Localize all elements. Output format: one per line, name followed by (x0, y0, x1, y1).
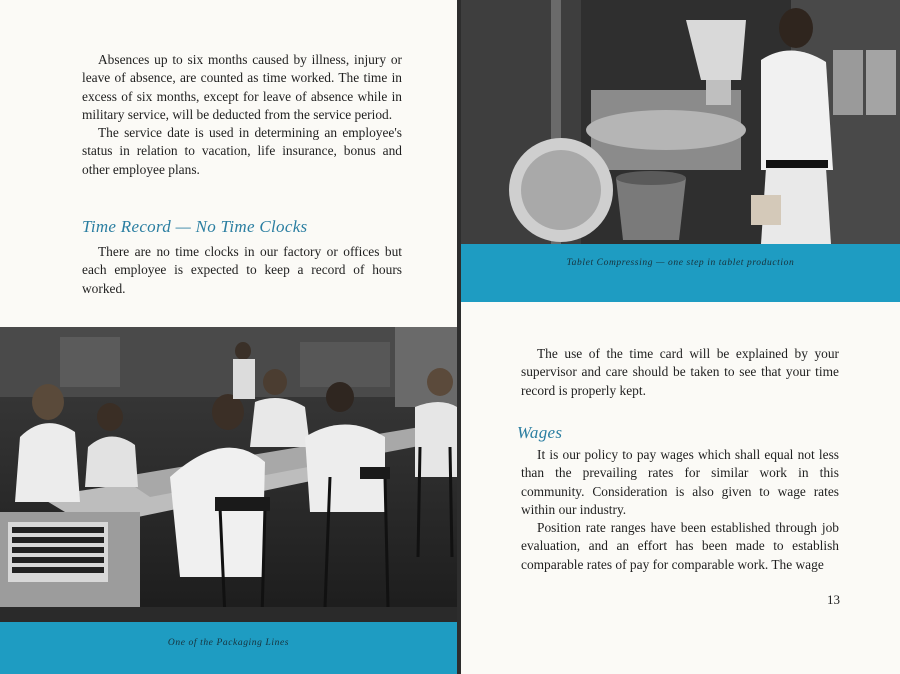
tablet-caption-band (461, 244, 900, 302)
wages-heading: Wages (517, 423, 563, 442)
packaging-line-illustration (0, 327, 457, 622)
page-number: 13 (827, 592, 840, 607)
wages-text-block (521, 446, 839, 574)
absence-paragraph: Absences up to six months caused by illness, injury or leave of absence, are counted as time worked. The time in excess of six months, except for leave of absence while in military service, will be deducted from the service period. (82, 52, 402, 122)
tablet-compressing-illustration (461, 0, 900, 244)
service-date-paragraph: The service date is used in determining an employee's status in relation to vacation, life insurance, bonus and other employee plans. (82, 125, 402, 177)
intro-text-block (82, 51, 402, 179)
packaging-photo-caption: One of the Packaging Lines (167, 638, 290, 648)
packaging-line-photo (0, 327, 457, 622)
time-card-paragraph: The use of the time card will be explained by your supervisor and care should be taken to see that your time record is properly kept. (521, 346, 839, 398)
tablet-photo-caption: Tablet Compressing — one step in tablet production (566, 258, 795, 268)
time-record-paragraph: There are no time clocks in our factory or offices but each employee is expected to keep a record of hours worked. (82, 244, 402, 296)
time-record-heading: Time Record — No Time Clocks (82, 217, 308, 236)
right-page (461, 0, 900, 674)
time-card-text-block (521, 345, 839, 400)
packaging-caption-band (0, 622, 457, 674)
rate-ranges-paragraph: Position rate ranges have been established through job evaluation, and an effort has been made to establish comparable rates of pay for comparable work. The wage (521, 520, 839, 572)
time-record-text-block (82, 243, 402, 298)
wages-policy-paragraph: It is our policy to pay wages which shall equal not less than the prevailing rates for similar work in this community. Consideration is also given to wage rates within our industry. (521, 447, 839, 517)
tablet-compressing-photo (461, 0, 900, 244)
